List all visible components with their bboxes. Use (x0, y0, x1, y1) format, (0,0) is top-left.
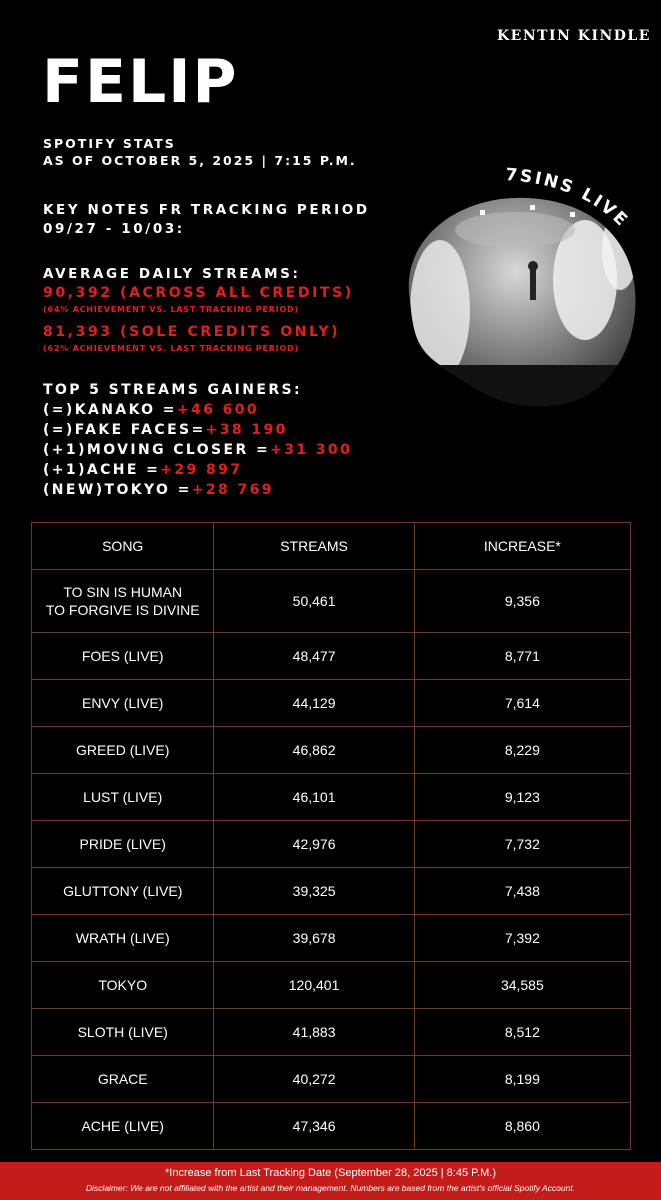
table-row (32, 1103, 631, 1150)
footer-note: *Increase from Last Tracking Date (September 28, 2025 | 8:45 P.M.) (165, 1167, 496, 1179)
average-all-value: 90,392 (ACROSS ALL CREDITS) (43, 285, 354, 301)
gainers-title: TOP 5 STREAMS GAINERS: (43, 382, 302, 398)
average-all-note: (64% ACHIEVEMENT VS. LAST TRACKING PERIOD) (43, 305, 299, 314)
table-row (32, 1056, 631, 1103)
gainer-value: +46 600 (176, 402, 260, 418)
gainer-label: (NEW)TOKYO = (43, 482, 192, 498)
key-notes-period: 09/27 - 10/03: (43, 221, 185, 237)
cell-increase: 8,199 (414, 1056, 630, 1103)
artist-name: FELIP (42, 47, 239, 117)
gainer-item (43, 400, 352, 420)
cell-streams: 39,325 (214, 868, 414, 915)
cell-streams: 46,101 (214, 774, 414, 821)
cell-song: GREED (LIVE) (32, 727, 214, 774)
gainer-label: (+1)ACHE = (43, 462, 161, 478)
cell-increase: 7,614 (414, 680, 630, 727)
cell-streams: 39,678 (214, 915, 414, 962)
cell-song: TO SIN IS HUMAN TO FORGIVE IS DIVINE (32, 570, 214, 633)
cell-song: SLOTH (LIVE) (32, 1009, 214, 1056)
table-body (32, 570, 631, 1150)
cell-increase: 8,860 (414, 1103, 630, 1150)
cell-song: LUST (LIVE) (32, 774, 214, 821)
gainer-value: +31 300 (270, 442, 353, 458)
footer (0, 1162, 661, 1200)
stats-date: AS OF OCTOBER 5, 2025 | 7:15 P.M. (43, 153, 357, 168)
average-title: AVERAGE DAILY STREAMS: (43, 266, 301, 282)
gainer-value: +28 769 (191, 482, 274, 498)
cell-increase: 7,438 (414, 868, 630, 915)
table-row (32, 570, 631, 633)
cell-streams: 48,477 (214, 633, 414, 680)
cell-increase: 8,229 (414, 727, 630, 774)
cell-song: GLUTTONY (LIVE) (32, 868, 214, 915)
cell-streams: 40,272 (214, 1056, 414, 1103)
table-row (32, 915, 631, 962)
cell-increase: 9,123 (414, 774, 630, 821)
table-header-row (32, 523, 631, 570)
header-streams: STREAMS (214, 523, 414, 570)
cell-increase: 7,392 (414, 915, 630, 962)
cell-increase: 34,585 (414, 962, 630, 1009)
average-sole-note: (62% ACHIEVEMENT VS. LAST TRACKING PERIOD) (43, 344, 299, 353)
header-song: SONG (32, 523, 214, 570)
cell-song: WRATH (LIVE) (32, 915, 214, 962)
table-row (32, 962, 631, 1009)
streams-table (31, 522, 631, 1150)
cell-song: ACHE (LIVE) (32, 1103, 214, 1150)
cell-streams: 44,129 (214, 680, 414, 727)
cell-streams: 46,862 (214, 727, 414, 774)
key-notes (43, 201, 370, 239)
cell-increase: 7,732 (414, 821, 630, 868)
average-sole-value: 81,393 (SOLE CREDITS ONLY) (43, 324, 341, 340)
cell-streams: 50,461 (214, 570, 414, 633)
cell-increase: 9,356 (414, 570, 630, 633)
gainer-label: (=)KANAKO = (43, 402, 177, 418)
gainer-item (43, 460, 352, 480)
cell-streams: 41,883 (214, 1009, 414, 1056)
key-notes-title: KEY NOTES FR TRACKING PERIOD (43, 202, 370, 218)
table-row (32, 868, 631, 915)
gainer-item (43, 420, 352, 440)
cell-song: FOES (LIVE) (32, 633, 214, 680)
average-section (43, 265, 354, 356)
cell-song: ENVY (LIVE) (32, 680, 214, 727)
stats-source: SPOTIFY STATS (43, 136, 176, 151)
cell-increase: 8,771 (414, 633, 630, 680)
table-row (32, 1009, 631, 1056)
table-row (32, 821, 631, 868)
gainer-item (43, 440, 352, 460)
cell-song: PRIDE (LIVE) (32, 821, 214, 868)
table-row (32, 727, 631, 774)
footer-disclaimer: Disclaimer: We are not affiliated with the artist and their management. Numbers are based from the artist's official Spotify Account. (85, 1183, 576, 1193)
brand-logo: KENTIN KINDLE (497, 28, 651, 44)
cell-increase: 8,512 (414, 1009, 630, 1056)
gainer-label: (+1)MOVING CLOSER = (43, 442, 271, 458)
cell-streams: 120,401 (214, 962, 414, 1009)
gainer-value: +38 190 (205, 422, 288, 438)
concert-photo (380, 150, 650, 420)
cell-song: TOKYO (32, 962, 214, 1009)
table-row (32, 633, 631, 680)
cell-streams: 47,346 (214, 1103, 414, 1150)
stats-header (43, 135, 357, 169)
gainer-item (43, 480, 352, 500)
table-row (32, 680, 631, 727)
gainer-label: (=)FAKE FACES= (43, 422, 206, 438)
table-row (32, 774, 631, 821)
header-increase: INCREASE* (414, 523, 630, 570)
gainer-value: +29 897 (160, 462, 243, 478)
photo-caption: 7SINS LIVE (504, 164, 633, 232)
cell-streams: 42,976 (214, 821, 414, 868)
gainers-section (43, 380, 352, 500)
cell-song: GRACE (32, 1056, 214, 1103)
